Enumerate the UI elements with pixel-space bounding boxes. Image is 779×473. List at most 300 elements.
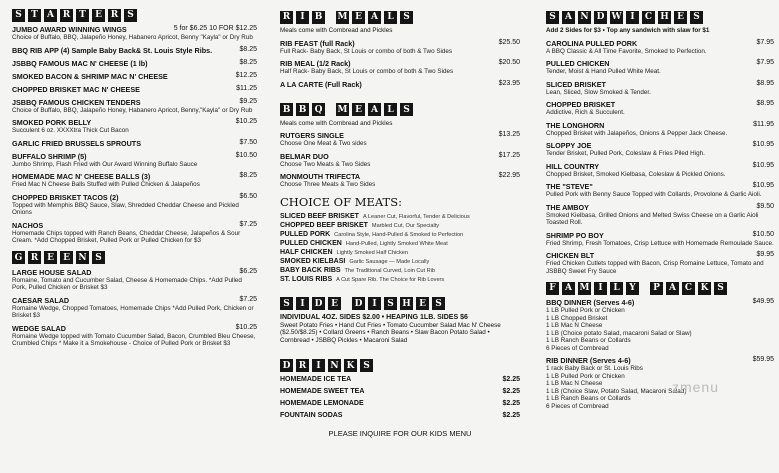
menu-item-price: $20.50: [498, 59, 520, 66]
menu-item-name: CAESAR SALAD: [12, 295, 70, 305]
menu-item: [12, 152, 257, 169]
menu-item: [546, 39, 774, 56]
menu-item-name: RUTGERS SINGLE: [280, 131, 344, 140]
menu-item-name: A LA CARTE (Full Rack): [280, 79, 362, 89]
title-letter-tile: S: [400, 11, 413, 24]
menu-item-name: SMOKED PORK BELLY: [12, 118, 92, 127]
menu-item-price: $10.95: [752, 182, 774, 189]
title-letter-tile: C: [682, 282, 695, 295]
menu-item: [280, 59, 520, 76]
starters-section-title: [12, 8, 257, 22]
menu-item-row: [280, 152, 520, 161]
family-pack-line: 1 LB (Choice potato Salad, macaroni Salad or Slaw): [546, 329, 692, 337]
menu-item-row: [12, 118, 257, 127]
title-letter-tile: [328, 103, 333, 116]
menu-item: [12, 25, 257, 42]
menu-item-name: CHICKEN BLT: [546, 251, 595, 260]
menu-item-price: $10.50: [235, 151, 257, 159]
menu-item-row: [12, 221, 257, 230]
drink-price: $2.25: [502, 387, 520, 395]
menu-item-price: $59.95: [752, 356, 774, 363]
sandwiches-note: Add 2 Sides for $3 • Top any sandwich with slaw for $1: [546, 27, 710, 34]
menu-item-name: SLOPPY JOE: [546, 141, 592, 150]
family-pack-line: 1 LB Chopped Brisket: [546, 314, 608, 322]
rib-meals-note: Meals come with Cornbread and Pickles: [280, 27, 393, 34]
menu-item-name: BBQ DINNER (Serves 4-6): [546, 298, 635, 307]
sandwiches-list: [546, 39, 774, 276]
side-dishes-section-title: [280, 297, 520, 311]
middle-column: [280, 10, 520, 438]
menu-item-name: THE AMBOY: [546, 202, 589, 212]
menu-item-name: JSBBQ FAMOUS MAC N' CHEESE (1 lb): [12, 58, 148, 68]
menu-item-description: Lean, Sliced, Slow Smoked & Tender.: [546, 88, 651, 96]
menu-item-description: Fried Shrimp, Fresh Tomatoes, Crisp Lettuce with Homemade Remoulade Sauce.: [546, 239, 774, 247]
title-letter-tile: K: [698, 282, 711, 295]
menu-item: [12, 324, 257, 348]
menu-item-description: Addictive, Rich & Succulent.: [546, 109, 625, 116]
title-letter-tile: Y: [626, 282, 639, 295]
drink-name: HOMEMADE SWEET TEA: [280, 387, 365, 395]
menu-item-name: MONMOUTH TRIFECTA: [280, 172, 361, 181]
meat-option: [280, 276, 520, 283]
title-letter-tile: A: [368, 11, 381, 24]
menu-item: [546, 141, 774, 158]
menu-item: [546, 121, 774, 138]
menu-item-row: [546, 100, 774, 109]
menu-item-price: $11.95: [753, 120, 774, 128]
menu-item-description: Choose Two Meats & Two Sides: [280, 160, 371, 168]
title-letter-tile: D: [312, 297, 325, 310]
menu-item-row: [280, 59, 520, 68]
menu-item-price: $7.95: [756, 38, 774, 46]
menu-item-name: BUFFALO SHRIMP (5): [12, 151, 87, 161]
meat-option: [280, 249, 520, 256]
menu-item: [546, 203, 774, 227]
meat-option: [280, 222, 520, 229]
title-letter-tile: I: [296, 297, 309, 310]
meat-option-name: SMOKED KIELBASI: [280, 257, 346, 265]
drink-price: $2.25: [502, 375, 520, 383]
drink-item: [280, 400, 520, 407]
menu-item-price: $11.25: [236, 84, 257, 92]
rib-meals-section-title: [280, 10, 520, 24]
menu-item-price: $8.95: [756, 100, 774, 107]
menu-item-description: Choice of Buffalo, BBQ, Jalapeño Honey, Habanero Apricot, Benny "Kayla" or Dry Rub: [12, 34, 253, 41]
meat-option-name: ST. LOUIS RIBS: [280, 275, 333, 283]
menu-item-row: [546, 251, 774, 260]
choice-of-meats-title: CHOICE OF MEATS:: [280, 194, 402, 209]
title-letter-tile: E: [44, 251, 57, 264]
menu-item: [546, 251, 774, 275]
title-letter-tile: N: [76, 251, 89, 264]
title-letter-tile: L: [384, 103, 397, 116]
title-letter-tile: G: [12, 251, 25, 264]
menu-item: [546, 100, 774, 117]
meat-option: [280, 231, 520, 238]
menu-item-price: $7.50: [239, 138, 257, 146]
title-letter-tile: B: [312, 11, 325, 24]
menu-item: [12, 85, 257, 94]
menu-item-row: [546, 298, 774, 307]
meat-option: [280, 267, 520, 274]
menu-item-row: [12, 172, 257, 181]
title-letter-tile: S: [12, 9, 25, 22]
title-letter-tile: B: [280, 103, 293, 116]
title-letter-tile: F: [546, 282, 559, 295]
menu-item-name: SLICED BRISKET: [546, 79, 606, 89]
menu-item-description: Fried Mac N Cheese Balls Stuffed with Pulled Chicken & Jalapeños: [12, 181, 200, 188]
drinks-list: [280, 376, 520, 419]
title-letter-tile: T: [76, 9, 89, 22]
starters-list: [12, 25, 257, 245]
title-letter-tile: D: [280, 359, 293, 372]
meat-option: [280, 213, 520, 220]
menu-item-name: HOMEMADE MAC N' CHEESE BALLS (3): [12, 172, 151, 181]
menu-item-name: NACHOS: [12, 220, 44, 230]
menu-item-price: $6.50: [239, 192, 257, 200]
menu-item: [12, 98, 257, 115]
drink-price: $2.25: [502, 399, 520, 407]
title-letter-tile: I: [368, 297, 381, 310]
menu-item-description: Succulent 6 oz. XXXXtra Thick Cut Bacon: [12, 127, 129, 134]
title-letter-tile: H: [400, 297, 413, 310]
menu-item-row: [12, 139, 257, 148]
bbq-meals-section-title: [280, 103, 520, 117]
drink-item: [280, 412, 520, 419]
menu-item-row: [546, 356, 774, 365]
drink-item: [280, 388, 520, 395]
menu-item-price: $8.95: [756, 79, 774, 87]
menu-item-description: Smoked Kielbasa, Grilled Onions and Melted Swiss Cheese on a Garlic Aioli Toasted Roll.: [546, 211, 759, 226]
menu-item-price: $12.25: [235, 71, 257, 79]
menu-item: [280, 172, 520, 189]
title-letter-tile: A: [666, 282, 679, 295]
title-letter-tile: L: [384, 11, 397, 24]
title-letter-tile: Q: [312, 103, 325, 116]
menu-item-row: [280, 39, 520, 48]
menu-item-row: [12, 25, 257, 34]
drinks-section-title: [280, 359, 520, 373]
title-letter-tile: I: [594, 282, 607, 295]
title-letter-tile: E: [416, 297, 429, 310]
menu-item-name: THE LONGHORN: [546, 120, 605, 130]
title-letter-tile: E: [60, 251, 73, 264]
title-letter-tile: B: [296, 103, 309, 116]
greens-list: [12, 268, 257, 348]
family-pack-line: 1 LB Pulled Pork or Chicken: [546, 307, 625, 314]
title-letter-tile: [328, 11, 333, 24]
title-letter-tile: L: [610, 282, 623, 295]
title-letter-tile: R: [60, 9, 73, 22]
right-column: [546, 10, 774, 414]
left-column: [12, 8, 257, 352]
menu-item-row: [12, 46, 257, 55]
menu-item: [280, 152, 520, 169]
title-letter-tile: E: [352, 103, 365, 116]
menu-item-name: CHOPPED BRISKET TACOS (2): [12, 192, 119, 202]
menu-item-name: RIB FEAST (full Rack): [280, 38, 355, 48]
menu-item-price: $10.50: [752, 230, 774, 238]
menu-item-row: [546, 121, 774, 130]
menu-item-row: [12, 324, 257, 333]
title-letter-tile: S: [714, 282, 727, 295]
menu-item-price: $9.95: [756, 251, 774, 258]
menu-item: [12, 118, 257, 135]
title-letter-tile: A: [562, 282, 575, 295]
menu-item-row: [12, 152, 257, 161]
menu-item-description: Romaine Wedge, Chopped Tomatoes, Homemade Chips *Add Pulled Pork, Chicken or Brisket $3: [12, 304, 254, 319]
menu-item-name: THE "STEVE": [546, 182, 593, 191]
title-letter-tile: M: [337, 104, 348, 115]
menu-item-description: Tender Brisket, Pulled Pork, Coleslaw & Fries Piled High.: [546, 150, 705, 157]
family-packs-list: [546, 298, 774, 410]
family-pack-line: 1 rack Baby Back or St. Louis Ribs: [546, 365, 643, 372]
menu-item-row: [280, 172, 520, 181]
menu-item-price: $23.95: [498, 79, 520, 87]
meat-option: [280, 258, 520, 265]
family-packs-section-title: [546, 281, 774, 295]
title-letter-tile: M: [579, 283, 590, 293]
menu-item: [546, 182, 774, 199]
menu-item-price: $49.95: [752, 298, 774, 305]
title-letter-tile: [344, 297, 349, 310]
menu-item: [12, 221, 257, 245]
side-dishes-text: Sweet Potato Fries • Hand Cut Fries • Tomato Cucumber Salad Mac N' Cheese ($2.50/$8.25) • Collard Greens • Ranch Beans • Slaw Bacon Potato Salad • Cornbread • JSBBQ Pickles • Macaroni Salad: [280, 321, 501, 345]
menu-item-description: Homemade Chips topped with Ranch Beans, Cheddar Cheese, Jalapeños & Sour Cream. *Add Chopped Brisket, Pulled Pork or Pulled Chicken for $3: [12, 229, 241, 244]
menu-item: [546, 298, 774, 352]
menu-item: [12, 172, 257, 189]
family-pack-line: 1 LB Mac N Cheese: [546, 380, 603, 387]
menu-item-price: $7.25: [239, 220, 257, 228]
title-letter-tile: E: [674, 11, 687, 24]
menu-item-name: HILL COUNTRY: [546, 161, 600, 171]
menu-item-row: [12, 72, 257, 81]
menu-item-price: $25.50: [498, 38, 520, 46]
title-letter-tile: A: [44, 9, 57, 22]
menu-item-row: [546, 162, 774, 171]
menu-item-description: Jumbo Shrimp, Flash Fried with Our Award Winning Buffalo Sauce: [12, 160, 198, 168]
family-pack-line: 1 LB Ranch Beans or Collards: [546, 337, 631, 344]
title-letter-tile: N: [578, 11, 591, 24]
side-dishes-header: INDIVIDUAL 4OZ. SIDES $2.00 • HEAPING 1LB. SIDES $6: [280, 313, 468, 321]
menu-item: [12, 193, 257, 217]
menu-item-description: Full Rack- Baby Back, St Louis or combo of both & Two Sides: [280, 47, 453, 55]
title-letter-tile: P: [650, 282, 663, 295]
drink-item: [280, 376, 520, 383]
menu-item-row: [546, 231, 774, 240]
meat-option-name: CHOPPED BEEF BRISKET: [280, 221, 368, 229]
meat-option-description: Hand-Pulled, Lightly Smoked White Meat: [345, 240, 448, 247]
watermark: zmenu: [671, 379, 719, 395]
title-letter-tile: D: [594, 11, 607, 24]
menu-item: [12, 46, 257, 55]
menu-item-price: 5 for $6.25 10 FOR $12.25: [173, 25, 257, 32]
meat-option-description: A Leaner Cut, Flavorful, Tender & Delicious: [362, 213, 470, 220]
menu-item-row: [12, 59, 257, 68]
menu-item-row: [280, 131, 520, 140]
menu-item-name: RIB DINNER (Serves 4-6): [546, 356, 631, 365]
menu-item-row: [280, 80, 520, 89]
menu-item-description: A BBQ Classic & All Time Favorite, Smoked to Perfection.: [546, 47, 707, 55]
title-letter-tile: C: [642, 11, 655, 24]
menu-item-price: $13.25: [498, 131, 520, 138]
meat-option: [280, 240, 520, 247]
menu-item-price: $8.25: [239, 172, 257, 179]
menu-item-price: $7.95: [756, 59, 774, 66]
family-pack-line: 1 LB Pulled Pork or Chicken: [546, 372, 625, 380]
menu-item-row: [12, 98, 257, 107]
family-pack-line: 6 Pieces of Cornbread: [546, 402, 609, 410]
menu-item-description: Half Rack- Baby Back, St Louis or combo of both & Two Sides: [280, 68, 454, 75]
menu-item-price: $8.25: [239, 45, 257, 53]
menu-item-name: CHOPPED BRISKET MAC N' CHEESE: [12, 84, 140, 94]
family-pack-line: 1 LB Ranch Beans or Collards: [546, 395, 631, 402]
menu-item-price: $17.25: [498, 151, 520, 159]
menu-item-row: [546, 203, 774, 212]
menu-item-description: Chopped Brisket, Smoked Kielbasa, Coleslaw & Pickled Onions.: [546, 170, 726, 178]
menu-item: [546, 80, 774, 97]
choice-of-meats-list: [280, 213, 520, 283]
title-letter-tile: S: [546, 11, 559, 24]
menu-item-price: $22.95: [498, 172, 520, 179]
menu-item-price: $9.50: [756, 202, 774, 210]
family-pack-line: 6 Pieces of Cornbread: [546, 344, 609, 352]
menu-item-name: WEDGE SALAD: [12, 323, 66, 333]
bbq-meals-note: Meals come with Cornbread and Pickles: [280, 119, 393, 127]
title-letter-tile: S: [690, 11, 703, 24]
greens-section-title: [12, 251, 257, 265]
title-letter-tile: I: [626, 11, 639, 24]
menu-item-price: $10.95: [752, 161, 774, 169]
menu-item: [546, 231, 774, 248]
menu-item-name: CHOPPED BRISKET: [546, 100, 616, 109]
menu-item-description: Romaine, Tomato and Cucumber Salad, Cheese & Homemade Chips. *Add Pulled Pork, Pulled Chicken or Brisket $3: [12, 276, 242, 291]
rib-meals-list: [280, 39, 520, 89]
title-letter-tile: [642, 282, 647, 295]
menu-item: [12, 72, 257, 81]
menu-item-row: [12, 268, 257, 277]
menu-item-row: [546, 141, 774, 150]
title-letter-tile: S: [124, 9, 137, 22]
menu-item-price: $10.25: [235, 323, 257, 331]
menu-item-name: SHRIMP PO BOY: [546, 230, 604, 240]
meat-option-description: Carolina Style, Hand-Pulled & Smoked to Perfection: [334, 231, 464, 238]
menu-item-name: PULLED CHICKEN: [546, 59, 610, 68]
title-letter-tile: S: [92, 251, 105, 264]
menu-item-row: [546, 39, 774, 48]
menu-item-price: $10.25: [235, 118, 257, 125]
title-letter-tile: A: [368, 103, 381, 116]
title-letter-tile: S: [400, 103, 413, 116]
title-letter-tile: A: [562, 11, 575, 24]
menu-item-name: RIB MEAL (1/2 Rack): [280, 59, 351, 68]
menu-item: [12, 268, 257, 292]
menu-item: [280, 131, 520, 148]
menu-item-price: $8.25: [239, 58, 257, 66]
menu-item-row: [546, 80, 774, 89]
title-letter-tile: I: [312, 359, 325, 372]
menu-item-name: JUMBO AWARD WINNING WINGS: [12, 25, 127, 34]
menu-item: [280, 39, 520, 56]
meat-option-name: PULLED CHICKEN: [280, 239, 342, 247]
menu-item-description: Tender, Moist & Hand Pulled White Meat.: [546, 68, 661, 75]
menu-item-name: SMOKED BACON & SHRIMP MAC N' CHEESE: [12, 71, 168, 81]
menu-item: [546, 356, 774, 410]
meat-option-name: PULLED PORK: [280, 230, 331, 238]
family-pack-line: 1 LB Mac N Cheese: [546, 322, 603, 329]
title-letter-tile: S: [384, 297, 397, 310]
menu-item-row: [12, 85, 257, 94]
menu-item-description: Choice of Buffalo, BBQ, Jalapeño Honey, Habanero Apricot, Benny,"Kayla" or Dry Rub: [12, 106, 253, 114]
family-pack-line: 1 LB (Choice Slaw, Potato Salad, Macaroni Salad): [546, 387, 687, 395]
menu-item-row: [12, 193, 257, 202]
menu-item-row: [546, 182, 774, 191]
meat-option-description: Marbled Cut, Our Specialty: [371, 222, 440, 229]
menu-item-description: Choose Three Meats & Two Sides: [280, 181, 376, 188]
menu-item: [12, 296, 257, 320]
menu-item-name: BELMAR DUO: [280, 151, 329, 161]
menu-item-name: CAROLINA PULLED PORK: [546, 38, 638, 48]
menu-item-description: Choose One Meat & Two sides: [280, 140, 367, 147]
menu-item-description: Pulled Pork with Benny Sauce Topped with Collards, Provolone & Garlic Aioli.: [546, 191, 762, 198]
menu-item: [280, 80, 520, 89]
title-letter-tile: W: [611, 12, 622, 22]
menu-item-name: BBQ RIB APP (4) Sample Baby Back& St. Louis Style Ribs.: [12, 45, 213, 55]
meat-option-name: SLICED BEEF BRISKET: [280, 212, 359, 220]
menu-item-name: LARGE HOUSE SALAD: [12, 267, 92, 277]
meat-option-description: A Cut Spare Rib. The Choice for Rib Lovers: [336, 276, 445, 283]
menu-item: [12, 139, 257, 148]
meat-option-description: Lightly Smoked Half Chicken: [336, 249, 409, 256]
menu-item-row: [546, 59, 774, 68]
meat-option-name: HALF CHICKEN: [280, 248, 333, 256]
title-letter-tile: R: [28, 251, 41, 264]
title-letter-tile: D: [352, 297, 365, 310]
menu-item-name: JSBBQ FAMOUS CHICKEN TENDERS: [12, 97, 141, 107]
menu-item: [546, 59, 774, 76]
title-letter-tile: E: [352, 11, 365, 24]
bbq-meals-list: [280, 131, 520, 189]
title-letter-tile: R: [280, 11, 293, 24]
title-letter-tile: E: [328, 297, 341, 310]
menu-item-price: $10.95: [752, 141, 774, 148]
meat-option-description: Garlic Sausage — Made Locally: [349, 258, 430, 265]
menu-item-name: GARLIC FRIED BRUSSELS SPROUTS: [12, 138, 141, 148]
drink-name: FOUNTAIN SODAS: [280, 411, 343, 419]
menu-item-description: Romaine Wedge topped with Tomato Cucumber Salad, Bacon, Crumbled Bleu Cheese, Crumbled Chips * Make it a Smokehouse - Choice of Pulled Pork or Brisket $3: [12, 332, 256, 347]
meat-option-description: The Traditional Curved, Loin Cut Rib: [344, 267, 436, 274]
title-letter-tile: H: [658, 11, 671, 24]
drink-name: HOMEMADE ICE TEA: [280, 375, 352, 383]
title-letter-tile: S: [360, 359, 373, 372]
menu-item-description: Fried Chicken Cutlets topped with Bacon, Crisp Romaine Lettuce, Tomato and JSBBQ Sweet Fry Sauce: [546, 260, 764, 275]
title-letter-tile: N: [328, 359, 341, 372]
title-letter-tile: T: [28, 9, 41, 22]
menu-item-description: Chopped Brisket with Jalapeños, Onions & Pepper Jack Cheese.: [546, 129, 728, 137]
title-letter-tile: I: [296, 11, 309, 24]
menu-item: [546, 162, 774, 179]
title-letter-tile: K: [344, 359, 357, 372]
menu-item-price: $7.25: [239, 295, 257, 303]
menu-item-price: $6.25: [239, 267, 257, 275]
title-letter-tile: S: [432, 297, 445, 310]
menu-item-description: Topped with Memphis BBQ Sauce, Slaw, Shredded Cheddar Cheese and Pickled Onions: [12, 201, 239, 216]
title-letter-tile: R: [296, 359, 309, 372]
kids-menu-note: PLEASE INQUIRE FOR OUR KIDS MENU: [328, 428, 472, 438]
title-letter-tile: M: [337, 12, 348, 22]
menu-item-price: $9.25: [239, 97, 257, 105]
title-letter-tile: S: [280, 297, 293, 310]
